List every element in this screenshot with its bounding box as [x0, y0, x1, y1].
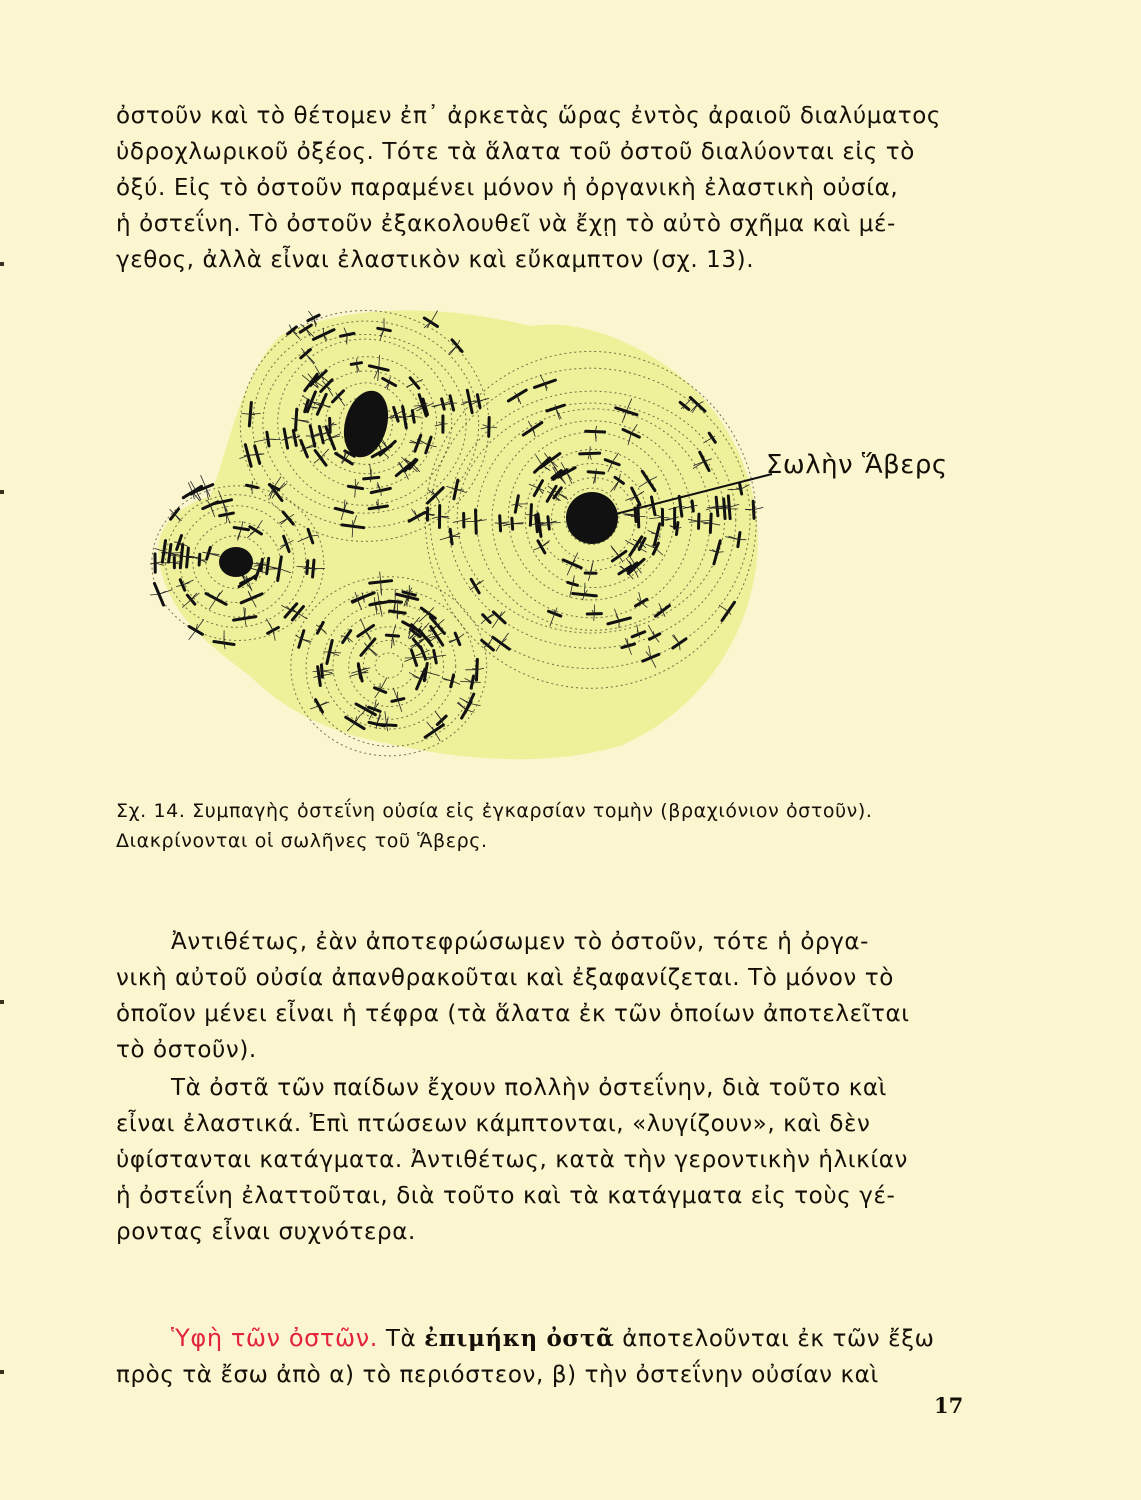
text-line: εἶναι ἐλαστικά. Ἐπὶ πτώσεων κάμπτονται, «λυγίζουν», καὶ δὲν: [116, 1111, 871, 1137]
haversian-canal: [566, 492, 618, 544]
text-line: ὑφίστανται κατάγματα. Ἀντιθέτως, κατὰ τὴν γεροντικὴν ἡλικίαν: [116, 1147, 908, 1173]
scan-edge-mark: [0, 1370, 4, 1374]
text-line: νικὴ αὐτοῦ οὐσία ἀπανθρακοῦται καὶ ἐξαφανίζεται. Τὸ μόνον τὸ: [116, 965, 894, 991]
canaliculus: [189, 630, 196, 639]
canaliculus: [308, 311, 313, 318]
text-line: πρὸς τὰ ἔσω ἀπὸ α) τὸ περιόστεον, β) τὴν ὀστεΐνην οὐσίαν καὶ: [116, 1362, 879, 1388]
page-number: 17: [934, 1393, 964, 1418]
section-heading: Ὑφὴ τῶν ὀστῶν.: [171, 1324, 378, 1352]
caption-line: Σχ. 14. Συμπαγὴς ὀστεΐνη οὐσία εἰς ἐγκαρσίαν τομὴν (βραχιόνιον ὀστοῦν).: [116, 800, 873, 822]
tint-area: [158, 310, 758, 759]
canaliculus: [170, 553, 181, 554]
text-line: ἡ ὀστεΐνη ἐλαττοῦται, διὰ τοῦτο καὶ τὰ κατάγματα εἰς τοὺς γέ-: [116, 1183, 896, 1209]
text-line: ὁποῖον μένει εἶναι ἡ τέφρα (τὰ ἅλατα ἐκ τῶν ὁποίων ἀποτελεῖται: [116, 1001, 910, 1027]
canaliculus: [422, 672, 426, 673]
bone-cross-section-illustration: [150, 296, 810, 766]
canaliculus: [289, 325, 292, 331]
canaliculus: [590, 446, 591, 453]
canaliculus: [268, 569, 280, 570]
text-line: ὀξύ. Εἰς τὸ ὀστοῦν παραμένει μόνον ἡ ὀργανικὴ ἐλαστικὴ οὐσία,: [116, 175, 899, 201]
scan-edge-mark: [0, 1000, 4, 1004]
scan-edge-mark: [0, 490, 4, 494]
scan-edge-mark: [0, 262, 4, 266]
paragraph-3: [116, 1070, 974, 1250]
text-line: Ἀντιθέτως, ἐὰν ἀποτεφρώσωμεν τὸ ὀστοῦν, τότε ἡ ὀργα-: [171, 929, 870, 955]
haversian-canal: [219, 547, 253, 577]
text-line: γεθος, ἀλλὰ εἶναι ἐλαστικὸν καὶ εὔκαμπτον (σχ. 13).: [116, 247, 755, 273]
bold-term: ἐπιμήκη ὀστᾶ: [424, 1325, 615, 1352]
text-line: ὑδροχλωρικοῦ ὀξέος. Τότε τὰ ἅλατα τοῦ ὀστοῦ διαλύονται εἰς τὸ: [116, 139, 915, 165]
paragraph-4: [116, 1320, 974, 1393]
text-line: ἡ ὀστεΐνη. Τὸ ὀστοῦν ἐξακολουθεῖ νὰ ἔχῃ τὸ αὐτὸ σχῆμα καὶ μέ-: [116, 211, 896, 237]
text-line: ροντας εἶναι συχνότερα.: [116, 1219, 416, 1245]
paragraph-1: [116, 98, 974, 278]
text-line: ὀστοῦν καὶ τὸ θέτομεν ἐπ᾽ ἀρκετὰς ὥρας ἐντὸς ἀραιοῦ διαλύματος: [116, 103, 941, 129]
text-line: τὸ ὀστοῦν).: [116, 1037, 257, 1063]
text-line: [116, 1320, 974, 1357]
caption-line: Διακρίνονται οἱ σωλῆνες τοῦ Ἅβερς.: [116, 830, 488, 852]
canaliculus: [717, 552, 724, 553]
text-fragment: Τὰ: [385, 1326, 417, 1352]
bone-illustration-svg: [150, 296, 810, 766]
text-fragment: ἀποτελοῦνται ἐκ τῶν ἔξω: [622, 1326, 935, 1352]
paragraph-2: [116, 924, 974, 1068]
canaliculus: [584, 583, 585, 595]
figure-caption: [116, 796, 976, 856]
text-line: Τὰ ὀστᾶ τῶν παίδων ἔχουν πολλὴν ὀστεΐνην, διὰ τοῦτο καὶ: [171, 1075, 888, 1101]
canaliculus: [150, 594, 159, 595]
figure-label: Σωλὴν Ἅβερς: [766, 450, 948, 480]
